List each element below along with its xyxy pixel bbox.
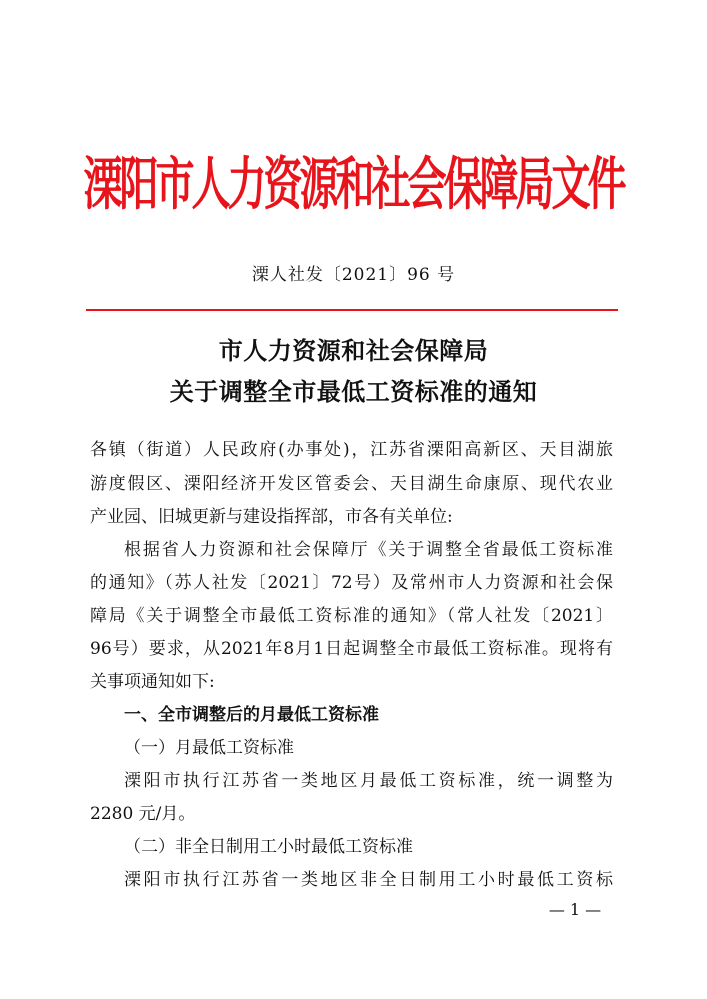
page-number: — 1 —: [548, 900, 602, 919]
subsection-heading-1: （一）月最低工资标准: [124, 738, 294, 758]
paragraph-line-5: 关事项通知如下:: [90, 672, 215, 692]
subsection-2-line-1: 溧阳市执行江苏省一类地区非全日制用工小时最低工资标: [124, 870, 613, 890]
addressee-line-3: 产业园、旧城更新与建设指挥部，市各有关单位:: [90, 507, 453, 527]
section-heading-1: 一、全市调整后的月最低工资标准: [124, 705, 379, 725]
addressee-line-1: 各镇（街道）人民政府(办事处)，江苏省溧阳高新区、天目湖旅: [90, 440, 613, 460]
document-number: 溧人社发〔2021〕96 号: [251, 265, 456, 285]
paragraph-line-4: 96号）要求，从2021年8月1日起调整全市最低工资标准。现将有: [90, 639, 613, 659]
red-separator-rule: [86, 309, 618, 311]
title-line-2: 关于调整全市最低工资标准的通知: [169, 377, 538, 406]
title-line-1: 市人力资源和社会保障局: [218, 336, 489, 365]
masthead-text: 溧阳市人力资源和社会保障局文件: [83, 152, 624, 218]
subsection-heading-2: （二）非全日制用工小时最低工资标准: [124, 837, 413, 857]
addressee-line-2: 游度假区、溧阳经济开发区管委会、天目湖生命康原、现代农业: [90, 474, 613, 494]
document-masthead: [0, 150, 707, 222]
subsection-1-line-1: 溧阳市执行江苏省一类地区月最低工资标准，统一调整为: [124, 771, 613, 791]
subsection-1-line-2: 2280 元/月。: [90, 804, 196, 824]
paragraph-line-1: 根据省人力资源和社会保障厅《关于调整全省最低工资标准: [124, 540, 613, 560]
paragraph-line-3: 障局《关于调整全市最低工资标准的通知》（常人社发〔2021〕: [90, 606, 613, 626]
paragraph-line-2: 的通知》（苏人社发〔2021〕72号）及常州市人力资源和社会保: [90, 573, 613, 593]
